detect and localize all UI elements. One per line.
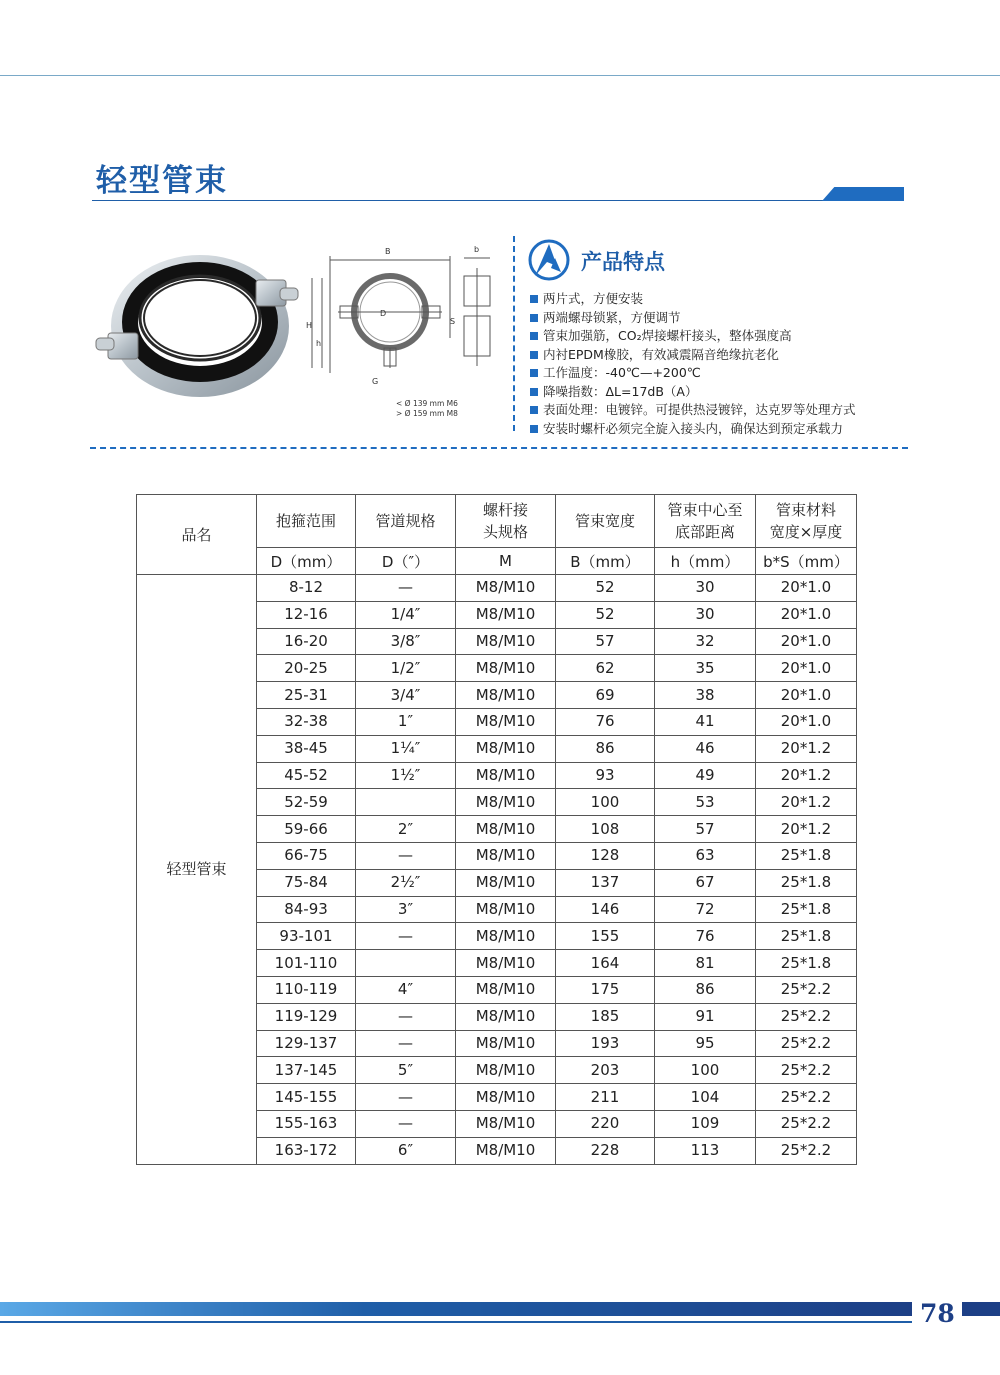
table-cell: 193 (556, 1030, 655, 1057)
product-photo (88, 238, 308, 408)
top-divider (0, 75, 1000, 76)
table-cell: — (356, 1003, 456, 1030)
unit-cell: B（mm） (556, 548, 655, 575)
unit-cell: D（mm） (257, 548, 356, 575)
table-cell: M8/M10 (456, 950, 556, 977)
table-cell: 6″ (356, 1137, 456, 1164)
table-cell: M8/M10 (456, 708, 556, 735)
title-underline (92, 200, 904, 201)
table-cell: M8/M10 (456, 762, 556, 789)
table-cell: 86 (655, 976, 756, 1003)
table-cell: 146 (556, 896, 655, 923)
features-logo-icon (527, 238, 571, 282)
table-cell: 25*2.2 (756, 1057, 857, 1084)
table-cell: 1/4″ (356, 601, 456, 628)
table-cell: M8/M10 (456, 735, 556, 762)
table-cell: 163-172 (257, 1137, 356, 1164)
table-cell: 20-25 (257, 655, 356, 682)
table-cell: 100 (556, 789, 655, 816)
table-cell: M8/M10 (456, 896, 556, 923)
table-cell: 69 (556, 682, 655, 709)
table-cell: 91 (655, 1003, 756, 1030)
dim-S-label: S (450, 317, 456, 326)
table-cell: 93 (556, 762, 655, 789)
features-list (530, 290, 856, 438)
square-bullet-icon (530, 425, 538, 433)
square-bullet-icon (530, 369, 538, 377)
table-cell: 129-137 (257, 1030, 356, 1057)
table-cell: 137-145 (257, 1057, 356, 1084)
table-cell: 4″ (356, 976, 456, 1003)
table-cell: 155 (556, 923, 655, 950)
page-number: 78 (920, 1299, 955, 1328)
unit-cell: D（″） (356, 548, 456, 575)
table-cell: 164 (556, 950, 655, 977)
header-pipe-size: 管道规格 (356, 495, 456, 548)
table-cell: 45-52 (257, 762, 356, 789)
technical-drawing (300, 238, 510, 428)
dim-D-label: D (380, 309, 387, 318)
table-cell: 2″ (356, 816, 456, 843)
table-cell: M8/M10 (456, 655, 556, 682)
dim-b-label: b (474, 245, 480, 254)
table-cell: 20*1.0 (756, 601, 857, 628)
table-cell: 30 (655, 601, 756, 628)
dim-H-label: H (306, 321, 313, 330)
dim-B-label: B (385, 247, 391, 256)
table-cell: 1″ (356, 708, 456, 735)
table-cell: M8/M10 (456, 842, 556, 869)
table-cell: 119-129 (257, 1003, 356, 1030)
table-cell: 20*1.0 (756, 708, 857, 735)
table-cell: M8/M10 (456, 1057, 556, 1084)
footer-bar-end (962, 1302, 1000, 1316)
table-cell: 30 (655, 575, 756, 602)
section-divider-vertical (513, 236, 515, 431)
feature-item: 两端螺母锁紧，方便调节 (530, 309, 856, 328)
table-cell: 175 (556, 976, 655, 1003)
table-cell: 52 (556, 601, 655, 628)
table-cell: 25*2.2 (756, 1110, 857, 1137)
table-cell: 95 (655, 1030, 756, 1057)
square-bullet-icon (530, 351, 538, 359)
header-clamp-range: 抱箍范围 (257, 495, 356, 548)
feature-item: 两片式，方便安装 (530, 290, 856, 309)
table-cell: 25-31 (257, 682, 356, 709)
feature-item: 工作温度：-40℃—+200℃ (530, 364, 856, 383)
unit-cell: b*S（mm） (756, 548, 857, 575)
table-cell: 25*1.8 (756, 950, 857, 977)
table-cell: 76 (556, 708, 655, 735)
table-cell: 108 (556, 816, 655, 843)
table-cell: 113 (655, 1137, 756, 1164)
feature-item: 表面处理：电镀锌。可提供热浸镀锌，达克罗等处理方式 (530, 401, 856, 420)
table-cell: M8/M10 (456, 575, 556, 602)
table-cell: 3/4″ (356, 682, 456, 709)
table-cell: 211 (556, 1084, 655, 1111)
table-cell: M8/M10 (456, 976, 556, 1003)
table-cell: 67 (655, 869, 756, 896)
table-cell: 20*1.0 (756, 575, 857, 602)
footer-line (0, 1321, 912, 1323)
table-cell: 52 (556, 575, 655, 602)
table-cell: 25*1.8 (756, 923, 857, 950)
table-cell: 86 (556, 735, 655, 762)
table-cell: M8/M10 (456, 816, 556, 843)
table-cell: 8-12 (257, 575, 356, 602)
square-bullet-icon (530, 332, 538, 340)
section-divider-horizontal (90, 447, 908, 449)
feature-item: 降噪指数：ΔL=17dB（A） (530, 383, 856, 402)
table-cell: 1¼″ (356, 735, 456, 762)
table-cell: M8/M10 (456, 869, 556, 896)
table-cell: 3″ (356, 896, 456, 923)
table-cell: M8/M10 (456, 1030, 556, 1057)
table-cell: M8/M10 (456, 1137, 556, 1164)
table-cell: 25*1.8 (756, 896, 857, 923)
table-cell: — (356, 842, 456, 869)
square-bullet-icon (530, 388, 538, 396)
table-cell: 84-93 (257, 896, 356, 923)
table-cell: 185 (556, 1003, 655, 1030)
feature-item: 安装时螺杆必须完全旋入接头内，确保达到预定承载力 (530, 420, 856, 439)
table-cell: 93-101 (257, 923, 356, 950)
table-cell: 49 (655, 762, 756, 789)
table-cell: M8/M10 (456, 1003, 556, 1030)
table-cell: 25*2.2 (756, 1084, 857, 1111)
table-cell: 57 (556, 628, 655, 655)
dim-h-label: h (316, 339, 322, 348)
table-cell: 100 (655, 1057, 756, 1084)
table-cell: M8/M10 (456, 628, 556, 655)
table-cell: 145-155 (257, 1084, 356, 1111)
table-cell: M8/M10 (456, 923, 556, 950)
table-cell: 59-66 (257, 816, 356, 843)
table-cell: 110-119 (257, 976, 356, 1003)
table-cell: 41 (655, 708, 756, 735)
table-cell: — (356, 1030, 456, 1057)
table-cell: M8/M10 (456, 789, 556, 816)
feature-item: 内衬EPDM橡胶，有效减震隔音绝缘抗老化 (530, 346, 856, 365)
table-cell: 25*2.2 (756, 1003, 857, 1030)
table-cell: 12-16 (257, 601, 356, 628)
table-cell: 38 (655, 682, 756, 709)
table-cell: 3/8″ (356, 628, 456, 655)
header-center-height: 管束中心至 底部距离 (655, 495, 756, 548)
table-cell: 81 (655, 950, 756, 977)
table-cell: — (356, 1084, 456, 1111)
unit-cell: h（mm） (655, 548, 756, 575)
table-cell: 38-45 (257, 735, 356, 762)
square-bullet-icon (530, 295, 538, 303)
header-thread-spec: 螺杆接 头规格 (456, 495, 556, 548)
table-cell: 155-163 (257, 1110, 356, 1137)
table-cell: 20*1.2 (756, 816, 857, 843)
spec-table (136, 494, 857, 1165)
unit-cell: M (456, 548, 556, 575)
table-cell: 104 (655, 1084, 756, 1111)
table-cell (356, 950, 456, 977)
feature-item: 管束加强筋，CO₂焊接螺杆接头，整体强度高 (530, 327, 856, 346)
table-cell: 25*2.2 (756, 1030, 857, 1057)
table-cell: 16-20 (257, 628, 356, 655)
table-cell: 53 (655, 789, 756, 816)
table-cell: — (356, 923, 456, 950)
header-width: 管束宽度 (556, 495, 655, 548)
table-cell: M8/M10 (456, 601, 556, 628)
square-bullet-icon (530, 406, 538, 414)
table-cell: 52-59 (257, 789, 356, 816)
table-row (137, 575, 857, 602)
table-cell: 62 (556, 655, 655, 682)
table-cell: 128 (556, 842, 655, 869)
dim-G-label: G (372, 377, 379, 386)
table-cell: 137 (556, 869, 655, 896)
table-cell (356, 789, 456, 816)
table-cell: — (356, 575, 456, 602)
features-title: 产品特点 (581, 250, 665, 274)
table-cell: 1/2″ (356, 655, 456, 682)
table-cell: 76 (655, 923, 756, 950)
footer-bar (0, 1302, 912, 1316)
table-cell: 20*1.0 (756, 682, 857, 709)
table-cell: M8/M10 (456, 682, 556, 709)
table-cell: 2½″ (356, 869, 456, 896)
title-accent-bar (822, 187, 904, 201)
drawing-note-2: > Ø 159 mm M8 (396, 409, 458, 418)
table-cell: 35 (655, 655, 756, 682)
table-cell: 57 (655, 816, 756, 843)
table-cell: M8/M10 (456, 1084, 556, 1111)
table-cell: 20*1.2 (756, 762, 857, 789)
table-cell: 25*1.8 (756, 842, 857, 869)
table-cell: 66-75 (257, 842, 356, 869)
table-cell: M8/M10 (456, 1110, 556, 1137)
table-cell: 220 (556, 1110, 655, 1137)
square-bullet-icon (530, 314, 538, 322)
table-cell: 101-110 (257, 950, 356, 977)
header-material: 管束材料 宽度×厚度 (756, 495, 857, 548)
table-cell: 20*1.0 (756, 655, 857, 682)
table-cell: 5″ (356, 1057, 456, 1084)
table-cell: 1½″ (356, 762, 456, 789)
table-cell: 20*1.2 (756, 735, 857, 762)
table-cell: 72 (655, 896, 756, 923)
header-product-name: 品名 (137, 495, 257, 575)
table-cell: 32-38 (257, 708, 356, 735)
spec-table-body (137, 575, 857, 1165)
table-cell: 25*2.2 (756, 976, 857, 1003)
table-cell: 25*2.2 (756, 1137, 857, 1164)
table-cell: 46 (655, 735, 756, 762)
table-cell: 25*1.8 (756, 869, 857, 896)
table-cell: 32 (655, 628, 756, 655)
table-cell: 20*1.2 (756, 789, 857, 816)
table-cell: 109 (655, 1110, 756, 1137)
table-cell: 75-84 (257, 869, 356, 896)
table-cell: 20*1.0 (756, 628, 857, 655)
table-cell: 203 (556, 1057, 655, 1084)
drawing-note-1: < Ø 139 mm M6 (396, 399, 458, 408)
table-cell: 228 (556, 1137, 655, 1164)
product-name-cell: 轻型管束 (137, 575, 257, 1165)
page-title: 轻型管束 (96, 163, 228, 199)
table-cell: — (356, 1110, 456, 1137)
table-cell: 63 (655, 842, 756, 869)
